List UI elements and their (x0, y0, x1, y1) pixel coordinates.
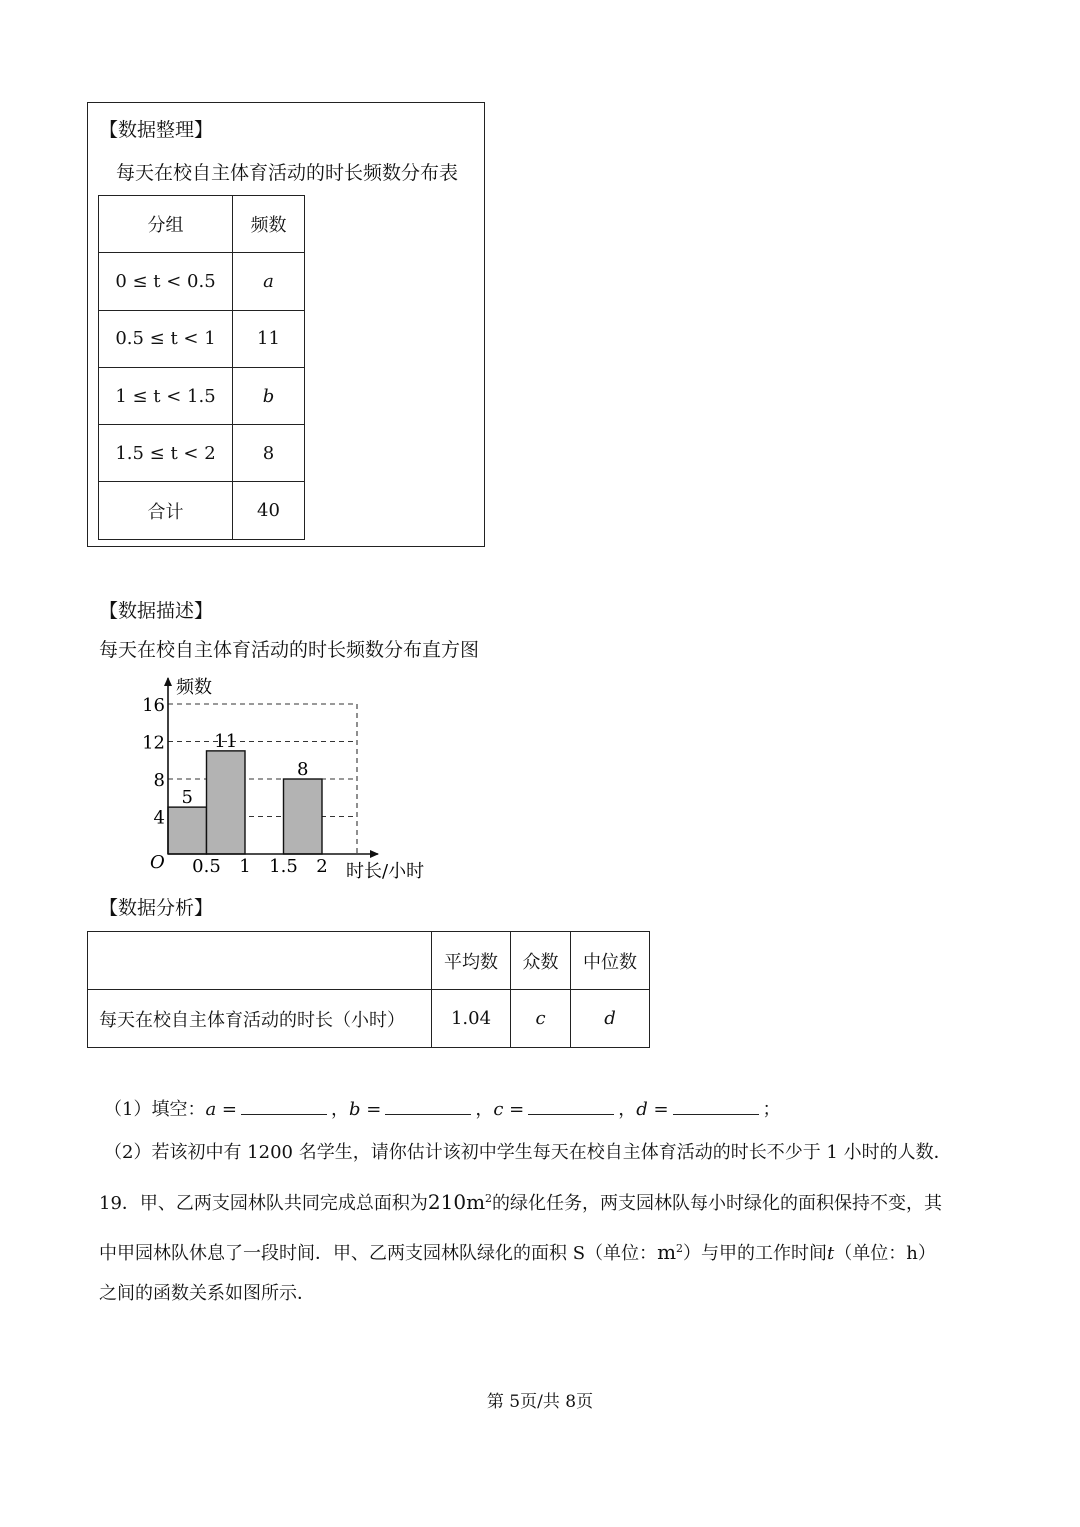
bar-value-label: 11 (214, 730, 238, 752)
bar-value-label: 8 (297, 759, 309, 780)
table-cell: 0.5 ≤ t < 1 (99, 310, 233, 367)
table-cell: 8 (233, 425, 305, 482)
analysis-table (87, 931, 650, 1048)
table-cell: 每天在校自主体育活动的时长（小时） (88, 990, 432, 1048)
frequency-table (98, 195, 305, 540)
histogram-bar (207, 751, 246, 854)
table-cell: 1.04 (432, 990, 511, 1048)
table-row (99, 367, 305, 424)
y-tick-label: 12 (142, 732, 165, 754)
table-cell: b (233, 367, 305, 424)
page-footer: 第 5页/共 8页 (486, 1392, 594, 1412)
table-cell: 合计 (99, 482, 233, 539)
problem-19-text: ） (917, 1243, 936, 1264)
table-header-cell: 众数 (511, 932, 571, 990)
y-tick-label: 8 (153, 770, 165, 791)
y-axis-label: 频数 (176, 677, 212, 698)
table-row (99, 310, 305, 367)
histogram-bar (168, 807, 207, 854)
blank-a-label: a = (205, 1099, 237, 1120)
freq-table-title: 每天在校自主体育活动的时长频数分布表 (116, 162, 459, 184)
table-cell: d (571, 990, 650, 1048)
question-1 (104, 1101, 781, 1119)
table-row (99, 482, 305, 539)
table-cell: a (233, 253, 305, 310)
chart-title: 每天在校自主体育活动的时长频数分布直方图 (99, 639, 480, 661)
desc-heading: 【数据描述】 (99, 600, 214, 622)
table-row (99, 253, 305, 310)
variable-t: t (827, 1243, 835, 1264)
superscript: 2 (485, 1192, 493, 1205)
comma: ， (331, 1099, 349, 1120)
blank-d (673, 1113, 759, 1115)
blank-d-label: d = (636, 1099, 669, 1120)
blank-c-label: c = (493, 1099, 525, 1120)
table-header-cell (88, 932, 432, 990)
analysis-heading: 【数据分析】 (99, 897, 214, 919)
area-value: 210m (427, 1190, 486, 1214)
y-tick-label: 4 (153, 807, 165, 829)
table-header-cell: 中位数 (571, 932, 650, 990)
y-tick-label: 16 (142, 695, 165, 716)
blank-a (241, 1113, 327, 1115)
unit-h: h (906, 1243, 918, 1264)
problem-19-text: 的绿化任务，两支园林队每小时绿化的面积保持不变，其 (492, 1193, 943, 1214)
blank-c (528, 1113, 614, 1115)
histogram-chart (140, 672, 460, 890)
table-cell: c (511, 990, 571, 1048)
table-row (88, 990, 650, 1048)
table-cell: 11 (233, 310, 305, 367)
origin-label: O (150, 852, 165, 873)
table-row (99, 425, 305, 482)
question-1-prefix: （1）填空： (104, 1099, 206, 1120)
blank-b (385, 1113, 471, 1115)
histogram-bar (284, 779, 323, 854)
problem-19-line-3: 之间的函数关系如图所示． (99, 1283, 315, 1304)
table-row (99, 196, 305, 253)
table-cell: 1 ≤ t < 1.5 (99, 367, 233, 424)
table-header-cell: 频数 (233, 196, 305, 253)
problem-19-text: ）与甲的工作时间 (683, 1243, 828, 1264)
org-heading: 【数据整理】 (99, 119, 214, 141)
table-cell: 40 (233, 482, 305, 539)
x-axis-label: 时长/小时 (346, 861, 425, 882)
problem-19-text: （单位： (834, 1243, 907, 1264)
unit-m: m (657, 1240, 677, 1264)
table-header-cell: 分组 (99, 196, 233, 253)
x-tick-label: 2 (316, 856, 328, 877)
table-cell: 1.5 ≤ t < 2 (99, 425, 233, 482)
comma: ， (475, 1099, 494, 1120)
table-row (88, 932, 650, 990)
problem-19-line-2 (99, 1242, 936, 1263)
question-2: （2）若该初中有 1200 名学生，请你估计该初中学生每天在校自主体育活动的时长不少于 1 小时的人数． (104, 1142, 952, 1163)
x-tick-label: 0.5 (192, 856, 221, 877)
problem-19-text: 19．甲、乙两支园林队共同完成总面积为 (99, 1193, 428, 1214)
superscript: 2 (676, 1242, 684, 1255)
comma: ， (618, 1099, 637, 1120)
x-tick-label: 1 (239, 856, 251, 877)
table-header-cell: 平均数 (432, 932, 511, 990)
problem-19-line-1 (99, 1192, 942, 1213)
x-tick-label: 1.5 (269, 856, 298, 877)
semicolon: ； (762, 1099, 781, 1120)
blank-b-label: b = (349, 1099, 382, 1120)
problem-19-text: 中甲园林队休息了一段时间．甲、乙两支园林队绿化的面积 S（单位： (99, 1243, 658, 1264)
bar-value-label: 5 (181, 787, 193, 809)
table-cell: 0 ≤ t < 0.5 (99, 253, 233, 310)
